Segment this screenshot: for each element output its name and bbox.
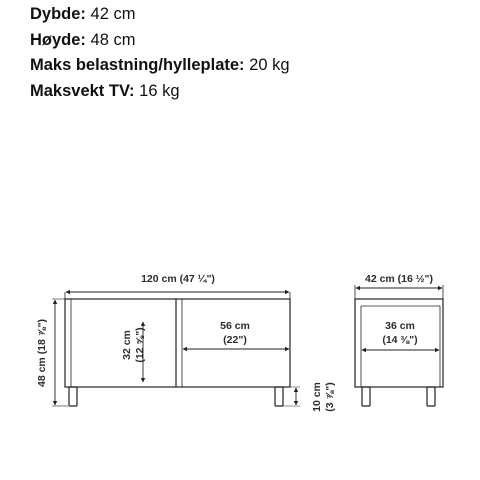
spec-label: Dybde: bbox=[30, 5, 86, 23]
front-width-label: 120 cm (47 ¼") bbox=[141, 273, 215, 285]
spec-value: 20 kg bbox=[249, 56, 290, 74]
front-width-dimension bbox=[65, 273, 290, 299]
inner-height-dimension bbox=[121, 322, 146, 382]
front-right-leg bbox=[275, 387, 283, 406]
leg-height-cm-label: 10 cm bbox=[311, 382, 323, 412]
inner-depth-dimension bbox=[362, 320, 439, 350]
spec-value: 42 cm bbox=[90, 5, 136, 23]
side-back-leg bbox=[427, 387, 435, 406]
front-view bbox=[65, 299, 290, 406]
inner-depth-in-label: (14 ⅜") bbox=[382, 334, 418, 346]
spec-value: 48 cm bbox=[90, 30, 136, 49]
spec-value: 16 kg bbox=[139, 81, 180, 100]
front-height-label: 48 cm (18 ⅞") bbox=[36, 318, 48, 388]
spec-label: Maks belastning/hylleplate: bbox=[30, 56, 245, 74]
leg-height-dimension bbox=[283, 382, 336, 412]
front-cabinet-body bbox=[65, 299, 290, 387]
side-depth-label: 42 cm (16 ½") bbox=[364, 273, 434, 285]
inner-depth-cm-label: 36 cm bbox=[385, 320, 415, 332]
side-front-leg bbox=[362, 387, 370, 406]
side-depth-dimension bbox=[355, 273, 443, 299]
spec-label: Høyde: bbox=[30, 30, 86, 49]
leg-height-in-label: (3 ⅞") bbox=[324, 382, 336, 412]
inner-height-cm-label: 32 cm bbox=[121, 330, 133, 360]
compartment-width-cm-label: 56 cm bbox=[220, 320, 250, 332]
compartment-width-in-label: (22") bbox=[223, 334, 247, 346]
front-left-leg bbox=[69, 387, 77, 406]
compartment-width-dimension bbox=[183, 320, 289, 349]
front-height-dimension bbox=[36, 299, 68, 406]
side-view bbox=[355, 299, 443, 406]
spec-label: Maksvekt TV: bbox=[30, 81, 135, 100]
inner-height-in-label: (12 ⅝") bbox=[134, 327, 146, 363]
